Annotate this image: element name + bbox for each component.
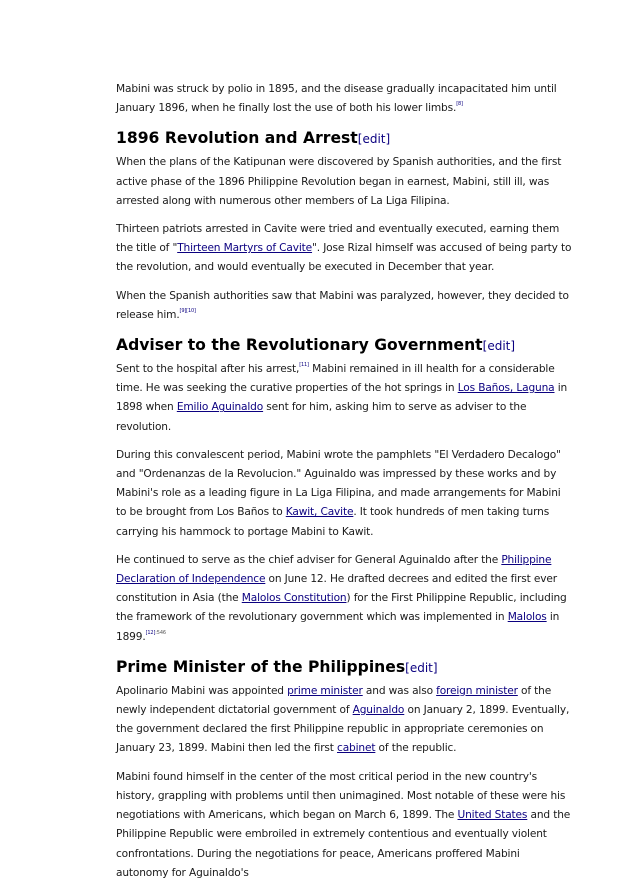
- link-malolos-constitution[interactable]: Malolos Constitution: [241, 592, 347, 605]
- paragraph-text: Mabini was struck by polio in 1895, and the disease gradually incapacitated him until January 1896, when he finally lost the use of both his lower limbs.: [116, 83, 557, 115]
- paragraph-text: . It took hundreds of men taking turns carrying his hammock to portage Mabini to Kawit.: [116, 506, 550, 538]
- paragraph-text: and the Philippine Republic were embroiled in extremely contentious and eventually violent confrontations. During the negotiations for peace, Americans proffered Mabini autonomy for Aguinaldo's: [116, 809, 571, 879]
- citation-link[interactable]: [11]: [299, 362, 309, 369]
- paragraph-text: Thirteen patriots arrested in Cavite were tried and eventually executed, earning them the title of ": [116, 223, 560, 255]
- article-body: [116, 80, 574, 892]
- citation-link[interactable]: [9][10]: [179, 307, 196, 314]
- paragraph-text: During this convalescent period, Mabini wrote the pamphlets "El Verdadero Decalogo" and "Ordenanzas de la Revolucion." Aguinaldo was impressed by these works and by Mabini's role as a leading figure in La Liga Filipina, and made arrangements for Mabini to be brought from Los Baños to: [116, 448, 561, 519]
- paragraph: [116, 551, 574, 647]
- paragraph: [116, 153, 574, 211]
- paragraph-text: He continued to serve as the chief adviser for General Aguinaldo after the: [116, 553, 502, 566]
- section-title: 1896 Revolution and Arrest: [116, 129, 358, 148]
- citation-link[interactable]: [12]: [145, 629, 156, 636]
- paragraph-text: Sent to the hospital after his arrest,: [116, 363, 300, 376]
- paragraph-text: When the plans of the Katipunan were discovered by Spanish authorities, and the first active phase of the 1896 Philippine Revolution began in earnest, Mabini, still ill, was arrested along with numerous other members of La Liga Filipina.: [116, 156, 562, 207]
- section-heading: [116, 656, 574, 679]
- paragraph: [116, 220, 574, 278]
- link-malolos[interactable]: Malolos: [507, 611, 547, 624]
- paragraph-text: on January 2, 1899. Eventually, the government declared the first Philippine republic in appropriate ceremonies on January 23, 1899. Mabini then led the first: [116, 704, 570, 755]
- link-philippine-declaration[interactable]: Philippine Declaration of Independence: [116, 553, 552, 586]
- page-ref: :546: [155, 629, 166, 636]
- paragraph: [116, 768, 574, 883]
- paragraph-text: of the newly independent dictatorial government of: [116, 684, 552, 717]
- paragraph-text: on June 12. He drafted decrees and edited the first ever constitution in Asia (the: [116, 573, 557, 605]
- link-cabinet[interactable]: cabinet: [337, 742, 376, 755]
- edit-link[interactable]: [edit]: [357, 132, 391, 147]
- paragraph-text: of the republic.: [375, 742, 457, 755]
- link-aguinaldo[interactable]: Aguinaldo: [352, 704, 405, 717]
- section-heading: [116, 334, 574, 357]
- paragraph-text: sent for him, asking him to serve as adviser to the revolution.: [116, 401, 527, 433]
- citation-link[interactable]: [8]: [456, 101, 463, 108]
- link-kawit-cavite[interactable]: Kawit, Cavite: [285, 506, 354, 519]
- paragraph: [116, 80, 574, 118]
- section-title: Adviser to the Revolutionary Government: [116, 336, 483, 355]
- link-united-states[interactable]: United States: [457, 809, 528, 822]
- paragraph: [116, 287, 574, 325]
- section-title: Prime Minister of the Philippines: [116, 657, 406, 676]
- paragraph: [116, 446, 574, 542]
- edit-link[interactable]: [edit]: [405, 660, 438, 675]
- link-emilio-aguinaldo[interactable]: Emilio Aguinaldo: [176, 401, 264, 414]
- paragraph-text: Mabini remained in ill health for a considerable time. He was seeking the curative properties of the hot springs in: [116, 363, 555, 395]
- paragraph-text: in 1899.: [116, 611, 560, 643]
- paragraph: [116, 360, 574, 437]
- paragraph-text: ". Jose Rizal himself was accused of being party to the revolution, and would eventually be executed in December that year.: [116, 242, 572, 274]
- link-prime-minister[interactable]: prime minister: [287, 684, 363, 697]
- paragraph-text: Mabini found himself in the center of the most critical period in the new country's history, grappling with problems until then unimagined. Most notable of these were his negotiations with Americans, which began on March 6, 1899. The: [116, 770, 566, 822]
- paragraph-text: in 1898 when: [116, 382, 568, 414]
- paragraph-text: Apolinario Mabini was appointed: [116, 684, 288, 697]
- paragraph-text: and was also: [362, 684, 437, 697]
- paragraph: [116, 682, 574, 759]
- link-los-banos[interactable]: Los Baños, Laguna: [457, 382, 555, 395]
- edit-link[interactable]: [edit]: [482, 339, 516, 354]
- link-foreign-minister[interactable]: foreign minister: [436, 684, 518, 697]
- link-thirteen-martyrs[interactable]: Thirteen Martyrs of Cavite: [177, 242, 313, 255]
- paragraph-text: ) for the First Philippine Republic, including the framework of the revolutionary government which was implemented in: [116, 592, 567, 624]
- section-heading: [116, 127, 574, 150]
- paragraph-text: When the Spanish authorities saw that Mabini was paralyzed, however, they decided to release him.: [116, 289, 569, 321]
